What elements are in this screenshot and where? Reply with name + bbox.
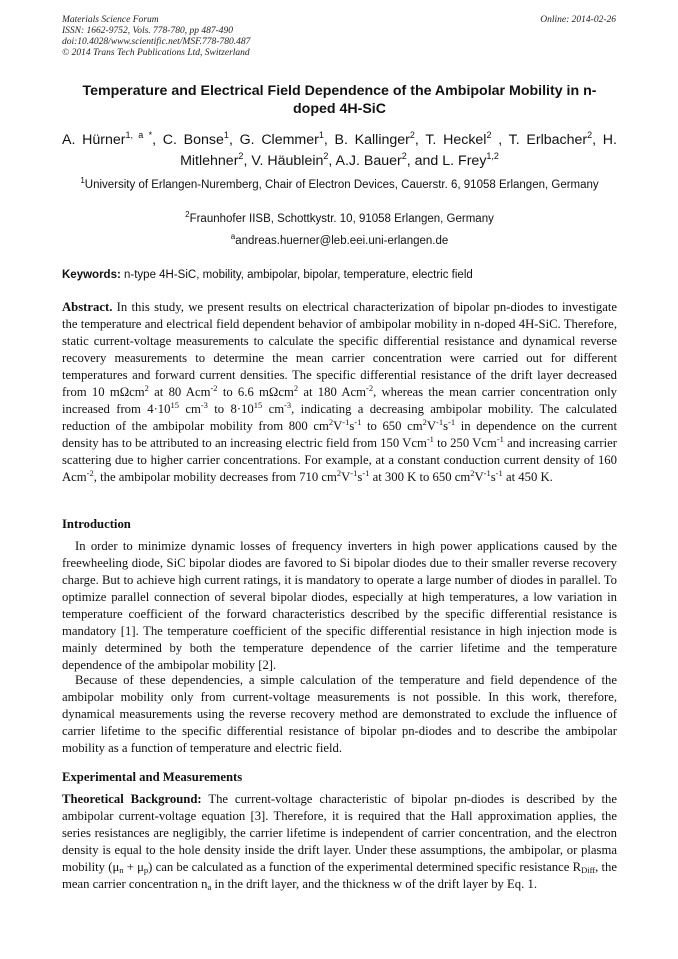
abstract-superscript: 2 <box>336 468 342 478</box>
concentration-a-subscript: a <box>207 882 212 892</box>
author-affiliation-marker: 2 <box>587 130 593 140</box>
email-address[interactable]: andreas.huerner@leb.eei.uni-erlangen.de <box>235 235 449 247</box>
affiliation-2-marker: 2 <box>185 210 190 219</box>
abstract-superscript: -1 <box>350 468 358 478</box>
affiliation-1-marker: 1 <box>80 176 85 185</box>
abstract-superscript: -1 <box>362 468 370 478</box>
abstract-superscript: 2 <box>293 383 299 393</box>
abstract-superscript: -3 <box>200 400 208 410</box>
abstract-text: V <box>341 470 351 484</box>
theory-text-3: ) can be calculated as a function of the experimental determined specific resistance R <box>148 860 582 874</box>
issn-line: ISSN: 1662-9752, Vols. 778-780, pp 487-490 <box>62 26 233 36</box>
abstract-superscript: -2 <box>86 468 94 478</box>
author-separator: , <box>414 132 426 148</box>
author-affiliation-marker: 1 <box>318 130 324 140</box>
mobility-p-subscript: p <box>143 865 149 875</box>
abstract-superscript: -1 <box>354 417 362 427</box>
abstract-text: s <box>490 470 496 484</box>
abstract-superscript: -3 <box>284 400 292 410</box>
resistance-diff-subscript: Diff <box>581 865 596 875</box>
author-name: H. Mitlehner <box>180 132 617 169</box>
author-email <box>62 233 617 250</box>
abstract-text: at 80 Acm <box>148 385 211 399</box>
author-affiliation-marker: 1,2 <box>486 151 499 161</box>
abstract-text: in dependence on the current density has to be attributed to an increasing electric field from 150 Vcm <box>62 419 618 450</box>
abstract-text: , indicating a decreasing ambipolar mobility. The calculated reduction of the ambipolar mobility from 800 cm <box>62 402 617 433</box>
theory-text-1: The current-voltage characteristic of bipolar pn-diodes is described by the ambipolar current-voltage equation [3]. Therefore, it is required that the Hall approximation applies, the series resistances are negligibly, the carrier lifetime is independent of carrier concentration, and the electron density is equal to the hole density inside the drift layer. Under these assumptions, the ambipolar, or plasma mobility (μ <box>62 792 617 874</box>
author-affiliation-marker: 1 <box>223 130 229 140</box>
author-affiliation-marker: 2 <box>486 130 492 140</box>
introduction-paragraph-1: In order to minimize dynamic losses of frequency inverters in high power applications caused by the freewheeling diode, SiC bipolar diodes are favored to Si bipolar diodes due to their smaller reverse recovery charge. But to achieve high current ratings, it is mandatory to operate a large number of diodes in parallel. To optimize parallel connection of several bipolar diodes, especially at high temperatures, a low variation in temperature coefficient of the forward characteristics described by the specific differential resistance is mandatory [1]. The temperature coefficient of the specific differential resistance in high injection mode is mainly determined by both the temperature dependence of the carrier lifetime and the temperature dependence of the ambipolar mobility [2]. <box>62 539 617 672</box>
abstract-superscript: -1 <box>342 417 350 427</box>
abstract-text: at 300 K to 650 cm <box>369 470 471 484</box>
copyright-line: © 2014 Trans Tech Publications Ltd, Switzerland <box>62 48 250 58</box>
author-affiliation-marker: 1, a * <box>125 130 153 140</box>
abstract-text: cm <box>262 402 285 416</box>
mobility-n-subscript: n <box>119 865 124 875</box>
keywords <box>62 268 617 283</box>
abstract-superscript: -1 <box>495 468 503 478</box>
author-name: V. Häublein <box>251 153 324 169</box>
abstract-text: and increasing carrier scattering due to higher carrier concentrations. For example, at a constant conduction current density of 160 Acm <box>62 436 617 484</box>
author-affiliation-marker: 2 <box>323 151 329 161</box>
author-name: A.J. Bauer <box>335 153 402 169</box>
introduction-paragraph-2: Because of these dependencies, a simple calculation of the temperature and field dependence of the ambipolar mobility only from current-voltage measurements is not possible. In this work, therefore, dynamical measurements using the reverse recovery method are demonstrated to exclude the influence of carrier lifetime to the specific differential resistance of bipolar pn-diodes and to describe the ambipolar mobility as a function of temperature and electric field. <box>62 673 617 755</box>
abstract-superscript: -1 <box>483 468 491 478</box>
paper-title: Temperature and Electrical Field Dependence of the Ambipolar Mobility in n-doped 4H-SiC <box>82 83 597 117</box>
keywords-text: n-type 4H-SiC, mobility, ambipolar, bipolar, temperature, electric field <box>124 269 473 281</box>
abstract-superscript: -1 <box>426 434 434 444</box>
author-separator: , <box>491 132 509 148</box>
affiliation-1 <box>62 177 617 194</box>
abstract-text: to 250 Vcm <box>433 436 497 450</box>
affiliation-2 <box>62 211 617 228</box>
abstract-text: s <box>443 419 449 433</box>
author-separator: , <box>243 153 252 169</box>
section-heading-experimental: Experimental and Measurements <box>62 770 243 784</box>
author-separator: , <box>228 132 240 148</box>
abstract-text: at 450 K. <box>502 470 553 484</box>
author-name: T. Heckel <box>425 132 487 148</box>
doi-line[interactable]: doi:10.4028/www.scientific.net/MSF.778-780.487 <box>62 37 251 47</box>
author-affiliation-marker: 2 <box>401 151 407 161</box>
abstract-text: V <box>426 419 437 433</box>
author-separator: , <box>323 132 335 148</box>
abstract-superscript: 15 <box>253 400 263 410</box>
abstract-superscript: 2 <box>422 417 427 427</box>
abstract-text: to 6.6 mΩcm <box>217 385 294 399</box>
author-separator: , and <box>406 153 443 169</box>
abstract-text: V <box>333 419 343 433</box>
abstract-label: Abstract. <box>62 300 113 314</box>
abstract-paragraph <box>62 299 617 486</box>
journal-header <box>62 15 250 59</box>
abstract-text: cm <box>179 402 201 416</box>
author-separator: , <box>152 132 163 148</box>
abstract-superscript: 2 <box>328 417 334 427</box>
author-name: T. Erlbacher <box>508 132 588 148</box>
abstract-text: to 8·10 <box>207 402 254 416</box>
abstract-text: , the ambipolar mobility decreases from 710 cm <box>93 470 337 484</box>
theory-text-5: in the drift layer, and the thickness w of the drift layer by Eq. 1. <box>211 877 538 891</box>
abstract-superscript: 2 <box>470 468 475 478</box>
online-date: Online: 2014-02-26 <box>540 15 616 25</box>
theory-text-2: + μ <box>123 860 144 874</box>
abstract-text: In this study, we present results on electrical characterization of bipolar pn-diodes to investigate the temperature and electrical field dependent behavior of ambipolar mobility in n-doped 4H-SiC. Therefore, static current-voltage measurements to calculate the specific differential resistance and dynamical reverse recovery measurements to determine the mean carrier concentration were carried out for different temperatures and forward current densities. The specific differential resistance of the drift layer decreased from 10 mΩcm <box>62 300 617 399</box>
abstract-superscript: 2 <box>144 383 149 393</box>
author-affiliation-marker: 2 <box>409 130 415 140</box>
theory-text-4: , the mean carrier concentration n <box>62 860 617 891</box>
email-marker: a <box>230 232 236 241</box>
author-name: A. Hürner <box>62 132 126 148</box>
abstract-superscript: -1 <box>436 417 444 427</box>
abstract-text: , whereas the mean carrier concentration only increased from 4·10 <box>62 385 617 416</box>
abstract-superscript: 15 <box>170 400 179 410</box>
affiliation-1-text: University of Erlangen-Nuremberg, Chair of Electron Devices, Cauerstr. 6, 91058 Erlangen, Germany <box>84 179 599 191</box>
author-separator: , <box>592 132 603 148</box>
keywords-label: Keywords: <box>62 269 121 281</box>
journal-name: Materials Science Forum <box>62 15 159 25</box>
abstract-text: V <box>474 470 484 484</box>
section-heading-introduction: Introduction <box>62 517 131 531</box>
abstract-superscript: -2 <box>366 383 374 393</box>
abstract-superscript: -1 <box>496 434 504 444</box>
author-list <box>62 130 617 172</box>
author-name: L. Frey <box>442 153 487 169</box>
author-name: C. Bonse <box>162 132 224 148</box>
theoretical-background-paragraph <box>62 791 617 893</box>
affiliation-2-text: Fraunhofer IISB, Schottkystr. 10, 91058 Erlangen, Germany <box>189 213 494 225</box>
author-separator: , <box>328 153 336 169</box>
abstract-text: s <box>357 470 363 484</box>
abstract-text: to 650 cm <box>361 419 423 433</box>
abstract-superscript: -1 <box>448 417 456 427</box>
author-name: B. Kallinger <box>334 132 410 148</box>
author-affiliation-marker: 2 <box>238 151 244 161</box>
theoretical-background-label: Theoretical Background: <box>62 792 202 806</box>
abstract-text: at 180 Acm <box>298 385 366 399</box>
abstract-text: s <box>349 419 355 433</box>
abstract-superscript: -2 <box>210 383 218 393</box>
author-name: G. Clemmer <box>239 132 319 148</box>
